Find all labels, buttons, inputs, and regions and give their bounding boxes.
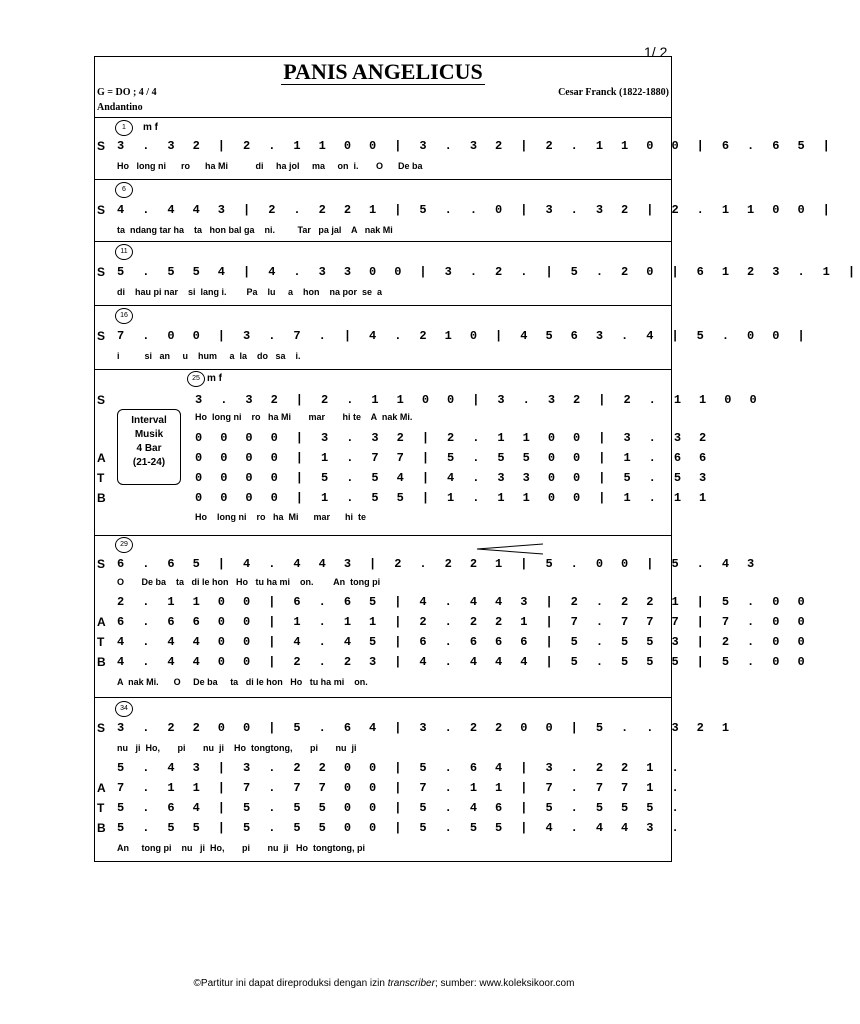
measure-number: 25	[187, 371, 205, 387]
song-title: PANIS ANGELICUS	[283, 59, 483, 84]
tempo-marking: Andantino	[97, 102, 143, 113]
key-signature: G = DO ; 4 / 4	[97, 87, 157, 98]
voice-row-b	[95, 821, 685, 837]
notes: 5 . 5 5 4 | 4 . 3 3 0 0 | 3 . 2 . | 5 . 2 0 | 6 1 2 3 . 1 |	[117, 265, 860, 279]
score-frame	[94, 56, 860, 862]
voice-row-s	[95, 721, 735, 737]
system-7	[95, 697, 735, 863]
voice-row-b	[95, 491, 712, 507]
voice-row-s	[95, 557, 760, 573]
measure-number: 34	[115, 701, 133, 717]
notes: 6 . 6 6 0 0 | 1 . 1 1 | 2 . 2 2 1 | 7 . 7 7 7 | 7 . 0 0	[117, 615, 811, 629]
system-2	[95, 179, 836, 241]
notes: 4 . 4 4 3 | 2 . 2 2 1 | 5 . . 0 | 3 . 3 2 | 2 . 1 1 0 0 |	[117, 203, 836, 217]
voice-label: S	[97, 329, 106, 343]
crescendo-mark	[475, 543, 545, 555]
voice-label: S	[97, 203, 106, 217]
voice-row-s	[95, 393, 763, 409]
lyrics: nu ji Ho, pi nu ji Ho tongtong, pi nu ji	[117, 743, 357, 753]
measure-number: 11	[115, 244, 133, 260]
notes: 3 . 3 2 | 2 . 1 1 0 0 | 3 . 3 2 | 2 . 1 1 0 0	[195, 393, 763, 407]
footer-credit: ©Partitur ini dapat direproduksi dengan izin transcriber; sumber: www.koleksikoor.com	[193, 978, 575, 989]
system-6	[95, 535, 811, 697]
voice-row	[95, 203, 836, 219]
voice-row-a	[95, 781, 685, 797]
voice-label: S	[97, 557, 106, 571]
notes: 3 . 3 2 | 2 . 1 1 0 0 | 3 . 3 2 | 2 . 1 1 0 0 | 6 . 6 5 |	[117, 139, 836, 153]
notes: 0 0 0 0 | 1 . 7 7 | 5 . 5 5 0 0 | 1 . 6 6	[195, 451, 712, 465]
voice-label: T	[97, 471, 105, 485]
notes: 0 0 0 0 | 3 . 3 2 | 2 . 1 1 0 0 | 3 . 3 2	[195, 431, 712, 445]
system-5	[95, 369, 763, 535]
voice-label: S	[97, 393, 106, 407]
measure-number: 29	[115, 537, 133, 553]
interval-label: Musik	[134, 429, 164, 440]
voice-label: B	[97, 821, 106, 835]
measure-number: 16	[115, 308, 133, 324]
voice-row	[95, 265, 860, 281]
system-1	[95, 117, 836, 179]
measure-number: 1	[115, 120, 133, 136]
notes: 7 . 1 1 | 7 . 7 7 0 0 | 7 . 1 1 | 7 . 7 7 1 .	[117, 781, 685, 795]
voice-label: S	[97, 265, 106, 279]
voice-label: S	[97, 139, 106, 153]
voice-row-b	[95, 655, 811, 671]
lyrics: Ho long ni ro ha Mi di ha jol ma on i. O De ba	[117, 161, 423, 171]
page-number: 1/ 2	[644, 44, 668, 60]
voice-label: A	[97, 781, 106, 795]
voice-row-a	[95, 615, 811, 631]
lyrics: ta ndang tar ha ta hon bal ga ni. Tar pa jal A nak Mi	[117, 225, 393, 235]
voice-row	[95, 761, 685, 777]
voice-label: A	[97, 451, 106, 465]
composer: Cesar Franck (1822-1880)	[558, 87, 669, 98]
voice-row	[95, 431, 712, 447]
system-4	[95, 305, 811, 369]
voice-label: A	[97, 615, 106, 629]
notes: 4 . 4 4 0 0 | 2 . 2 3 | 4 . 4 4 4 | 5 . 5 5 5 | 5 . 0 0	[117, 655, 811, 669]
notes: 3 . 2 2 0 0 | 5 . 6 4 | 3 . 2 2 0 0 | 5 . . 3 2 1	[117, 721, 735, 735]
voice-label: T	[97, 801, 105, 815]
dynamic-marking: m f	[143, 122, 158, 133]
voice-label: B	[97, 655, 106, 669]
lyrics: Ho long ni ro ha Mi mar hi te	[195, 512, 367, 522]
voice-row-t	[95, 471, 712, 487]
lyrics: Ho long ni ro ha Mi mar hi te A nak Mi.	[195, 412, 413, 422]
dynamic-marking: m f	[207, 373, 222, 384]
lyrics: O De ba ta di le hon Ho tu ha mi on. An tong pi	[117, 577, 381, 587]
notes: 4 . 4 4 0 0 | 4 . 4 5 | 6 . 6 6 6 | 5 . 5 5 3 | 2 . 0 0	[117, 635, 811, 649]
lyrics: A nak Mi. O De ba ta di le hon Ho tu ha mi on.	[117, 677, 368, 687]
lyrics: An tong pi nu ji Ho, pi nu ji Ho tongtong, pi	[117, 843, 365, 853]
measure-number: 6	[115, 182, 133, 198]
voice-row-t	[95, 801, 685, 817]
interval-label: Interval	[131, 415, 167, 426]
voice-row	[95, 139, 836, 155]
notes: 5 . 6 4 | 5 . 5 5 0 0 | 5 . 4 6 | 5 . 5 5 5 .	[117, 801, 685, 815]
voice-row	[95, 595, 811, 611]
voice-row-t	[95, 635, 811, 651]
lyrics: i si an u hum a la do sa i.	[117, 351, 301, 361]
notes: 0 0 0 0 | 1 . 5 5 | 1 . 1 1 0 0 | 1 . 1 1	[195, 491, 712, 505]
notes: 5 . 4 3 | 3 . 2 2 0 0 | 5 . 6 4 | 3 . 2 2 1 .	[117, 761, 685, 775]
interval-label: (21-24)	[132, 457, 166, 468]
interval-label: 4 Bar	[136, 443, 162, 454]
notes: 6 . 6 5 | 4 . 4 4 3 | 2 . 2 2 1 | 5 . 0 0 | 5 . 4 3	[117, 557, 760, 571]
voice-row-a	[95, 451, 712, 467]
notes: 5 . 5 5 | 5 . 5 5 0 0 | 5 . 5 5 | 4 . 4 4 3 .	[117, 821, 685, 835]
voice-label: T	[97, 635, 105, 649]
notes: 0 0 0 0 | 5 . 5 4 | 4 . 3 3 0 0 | 5 . 5 3	[195, 471, 712, 485]
notes: 7 . 0 0 | 3 . 7 . | 4 . 2 1 0 | 4 5 6 3 . 4 | 5 . 0 0 |	[117, 329, 811, 343]
voice-label: B	[97, 491, 106, 505]
system-3	[95, 241, 860, 305]
voice-label: S	[97, 721, 106, 735]
notes: 2 . 1 1 0 0 | 6 . 6 5 | 4 . 4 4 3 | 2 . 2 2 1 | 5 . 0 0	[117, 595, 811, 609]
voice-row	[95, 329, 811, 345]
lyrics: di hau pi nar si lang i. Pa lu a hon na por se a	[117, 287, 383, 297]
